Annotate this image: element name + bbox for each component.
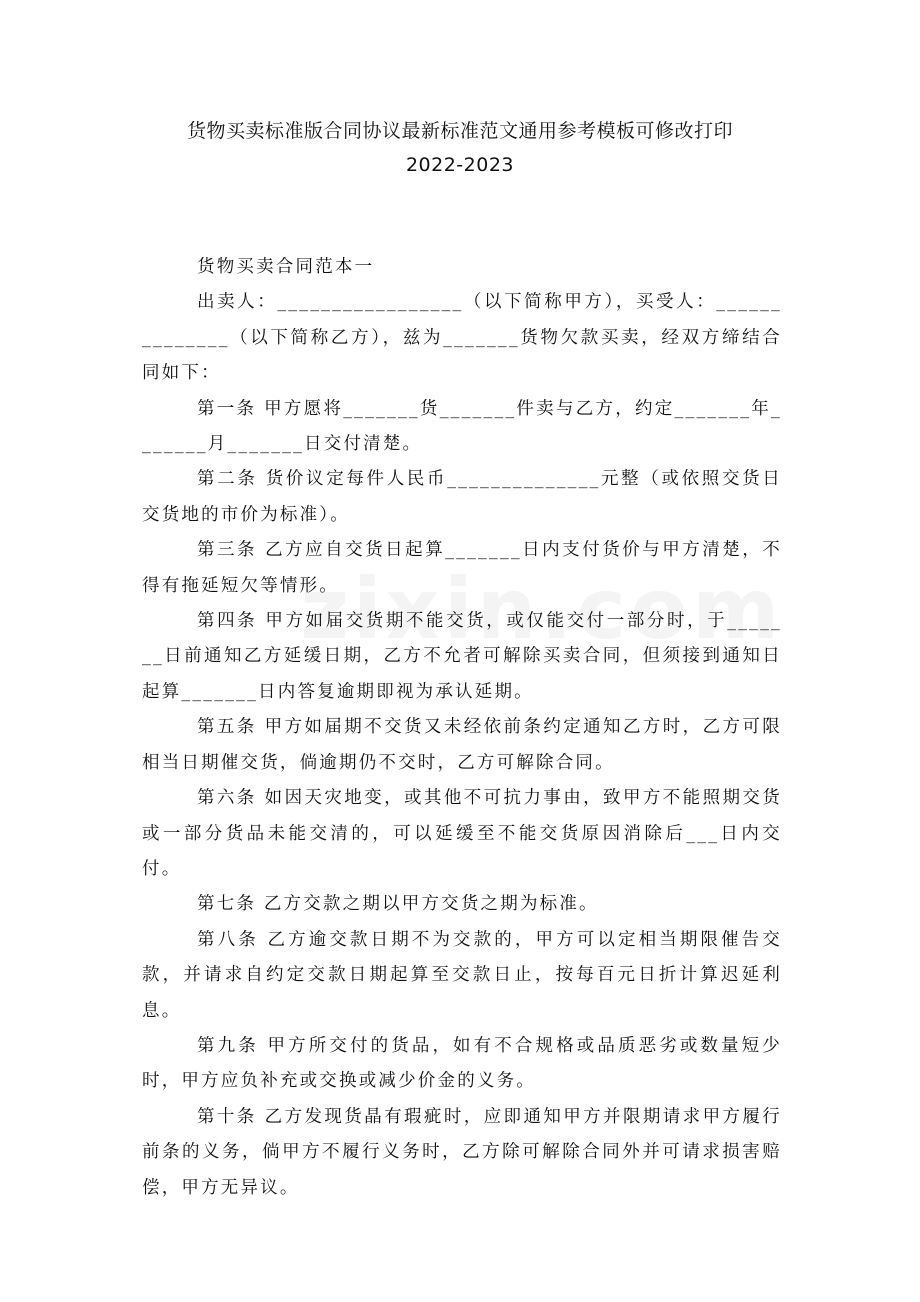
- article-2: 第二条 货价议定每件人民币______________元整（或依照交货日交货地的市价为标准）。: [142, 469, 782, 525]
- article-6: 第六条 如因天灾地变，或其他不可抗力事由，致甲方不能照期交货或一部分货品未能交清的，可以延缓至不能交货原因消除后___日内交付。: [142, 788, 782, 879]
- parties-clause: 出卖人：_________________（以下简称甲方），买受人：______________（以下简称乙方），兹为_______货物欠款买卖，经双方缔结合同如下：: [142, 292, 782, 384]
- article-4: 第四条 甲方如届交货期不能交货，或仅能交付一部分时，于_______日前通知乙方延缓日期，乙方不允者可解除买卖合同，但须接到通知日起算_______日内答复逾期即视为承认延期。: [142, 611, 782, 702]
- article-7: 第七条 乙方交款之期以甲方交货之期为标准。: [197, 894, 599, 915]
- article-3: 第三条 乙方应自交货日起算_______日内支付货价与甲方清楚，不得有拖延短欠等情形。: [142, 540, 782, 596]
- section-heading: 货物买卖合同范本一: [197, 257, 375, 277]
- document-title-line-2: 2022-2023: [405, 154, 515, 176]
- document-title-line-1: 货物买卖标准版合同协议最新标准范文通用参考模板可修改打印: [186, 120, 733, 142]
- article-10: 第十条 乙方发现货晶有瑕疵时，应即通知甲方并限期请求甲方履行前条的义务，倘甲方不履行义务时，乙方除可解除合同外并可请求损害赔偿，甲方无异议。: [142, 1106, 782, 1198]
- article-8: 第八条 乙方逾交款日期不为交款的，甲方可以定相当期限催告交款，并请求自约定交款日期起算至交款日止，按每百元日折计算迟延利息。: [142, 929, 782, 1021]
- document-title: [0, 114, 920, 182]
- article-5: 第五条 甲方如届期不交货又未经依前条约定通知乙方时，乙方可限相当日期催交货，倘逾期仍不交时，乙方可解除合同。: [142, 717, 782, 773]
- article-9: 第九条 甲方所交付的货品，如有不合规格或品质恶劣或数量短少时，甲方应负补充或交换或减少价金的义务。: [142, 1035, 782, 1092]
- contract-body: [142, 250, 782, 1206]
- article-1: 第一条 甲方愿将_______货_______件卖与乙方，约定_______年_______月_______日交付清楚。: [142, 398, 782, 455]
